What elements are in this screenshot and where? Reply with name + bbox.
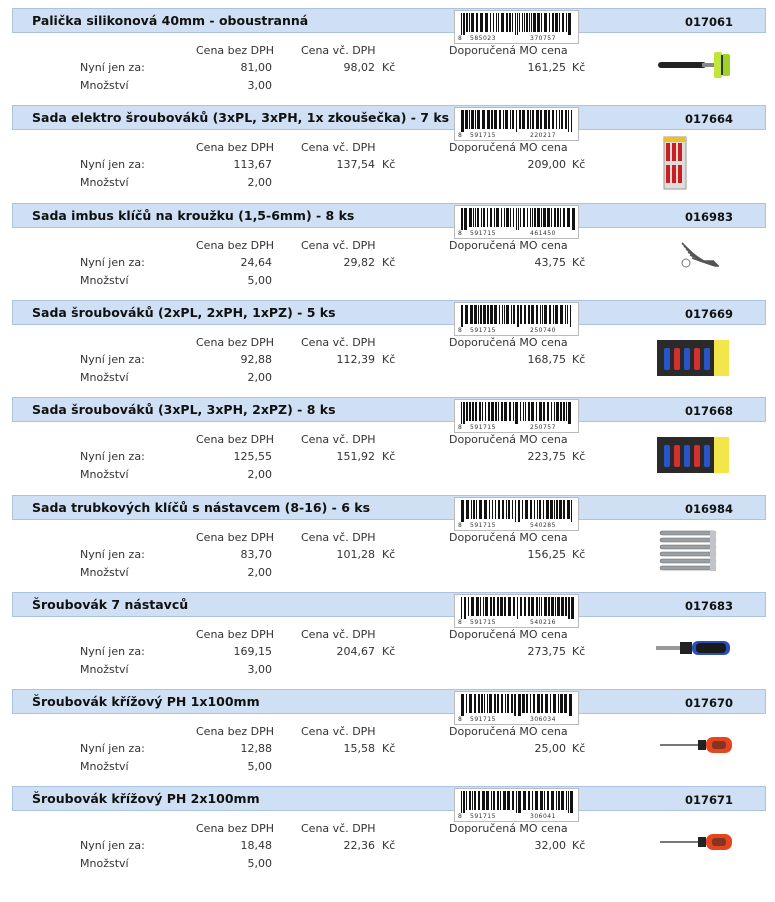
barcode-digit-group-1: 585023 [470,35,496,42]
quantity-label: Množství [80,565,129,579]
barcode-digit-group-2: 306034 [530,716,556,724]
barcode-digit-group-2: 220217 [530,132,556,140]
column-price-with-vat: Cena vč. DPH [301,530,376,544]
price-without-vat: 125,55 [233,450,272,464]
column-price-without-vat: Cena bez DPH [196,822,275,836]
product-image[interactable] [652,330,736,386]
product-header [12,203,766,237]
tube-wrench-set-icon [652,525,736,581]
quantity-value: 5,00 [247,857,272,871]
bit-screwdriver-icon [652,622,736,678]
barcode-digit-group-1: 591715 [470,813,496,821]
price-with-vat: 101,28 [336,547,375,561]
product-title[interactable]: Palička silikonová 40mm - oboustranná [32,13,309,28]
price-with-vat: 15,58 [343,742,375,756]
product-header [12,397,766,432]
price-without-vat: 169,15 [233,644,272,658]
product-item [0,0,775,97]
barcode-image [454,205,579,239]
barcode-digit-prefix: 8 [458,35,463,42]
electro-screwdriver-set-icon [652,135,736,191]
recommended-price: 168,75 [527,352,566,366]
product-image[interactable] [652,233,736,289]
barcode-image [454,691,579,725]
column-recommended-price: Doporučená MO cena [449,725,568,739]
product-code: 017664 [684,112,733,127]
barcode-digit-prefix: 8 [458,618,463,626]
currency-label: Kč [572,547,586,561]
now-only-label: Nyní jen za: [80,450,145,464]
currency-label: Kč [572,644,586,658]
product-code: 017668 [684,404,733,419]
column-price-without-vat: Cena bez DPH [196,44,275,57]
product-header [12,8,766,42]
screwdriver-set-icon [652,427,736,483]
product-item [0,195,775,292]
product-item [0,778,775,875]
barcode-image [454,302,579,336]
quantity-value: 5,00 [247,760,272,774]
product-image[interactable] [652,719,736,775]
product-item [0,584,775,681]
price-without-vat: 92,88 [240,352,272,366]
currency-label: Kč [572,742,586,756]
product-code: 017683 [684,598,733,613]
product-image[interactable] [652,135,736,191]
product-code: 017671 [684,793,733,808]
product-item [0,487,775,584]
price-with-vat: 22,36 [343,839,375,853]
column-recommended-price: Doporučená MO cena [449,44,568,57]
column-price-with-vat: Cena vč. DPH [301,822,376,836]
column-price-without-vat: Cena bez DPH [196,141,275,155]
recommended-price: 25,00 [534,742,566,756]
phillips-screwdriver-icon [652,719,736,775]
product-image[interactable] [652,427,736,483]
product-title[interactable]: Šroubovák křížový PH 2x100mm [32,791,260,807]
price-with-vat: 151,92 [336,450,375,464]
price-without-vat: 12,88 [240,742,272,756]
column-price-without-vat: Cena bez DPH [196,530,275,544]
currency-label: Kč [382,450,396,464]
currency-label: Kč [572,61,586,74]
product-header [12,495,766,529]
product-code: 016984 [684,501,733,516]
now-only-label: Nyní jen za: [80,839,145,853]
now-only-label: Nyní jen za: [80,547,145,561]
product-item [0,97,775,194]
barcode-image [454,399,579,433]
barcode-digit-group-1: 591715 [470,716,496,724]
quantity-value: 3,00 [247,662,272,676]
product-header [12,786,766,821]
currency-label: Kč [572,158,586,172]
product-image[interactable] [652,622,736,678]
column-recommended-price: Doporučená MO cena [449,822,568,836]
currency-label: Kč [382,547,396,561]
quantity-value: 2,00 [247,468,272,482]
barcode-digit-group-2: 306041 [530,813,556,821]
now-only-label: Nyní jen za: [80,644,145,658]
barcode-image [454,497,579,531]
column-recommended-price: Doporučená MO cena [449,335,568,349]
product-image[interactable] [652,816,736,872]
column-price-without-vat: Cena bez DPH [196,627,275,641]
recommended-price: 209,00 [527,158,566,172]
recommended-price: 273,75 [527,644,566,658]
price-without-vat: 18,48 [240,839,272,853]
quantity-label: Množství [80,468,129,482]
price-with-vat: 29,82 [343,255,375,269]
price-with-vat: 112,39 [336,352,375,366]
quantity-label: Množství [80,760,129,774]
barcode-image [454,594,579,628]
quantity-value: 2,00 [247,565,272,579]
column-price-with-vat: Cena vč. DPH [301,725,376,739]
now-only-label: Nyní jen za: [80,255,145,269]
quantity-label: Množství [80,273,129,287]
column-price-without-vat: Cena bez DPH [196,433,275,447]
phillips-screwdriver-icon [652,816,736,872]
barcode-digit-group-2: 250757 [530,424,556,432]
price-without-vat: 83,70 [240,547,272,561]
currency-label: Kč [382,839,396,853]
barcode-image [454,788,579,822]
product-code: 017669 [684,306,733,321]
column-recommended-price: Doporučená MO cena [449,433,568,447]
currency-label: Kč [382,644,396,658]
currency-label: Kč [382,61,396,74]
product-image[interactable] [652,38,736,94]
barcode-digit-group-2: 250740 [530,326,556,334]
column-price-without-vat: Cena bez DPH [196,335,275,349]
product-code: 017061 [684,15,733,29]
column-price-with-vat: Cena vč. DPH [301,335,376,349]
product-image[interactable] [652,525,736,581]
column-price-with-vat: Cena vč. DPH [301,627,376,641]
quantity-value: 2,00 [247,176,272,190]
column-recommended-price: Doporučená MO cena [449,627,568,641]
barcode-digit-group-1: 591715 [470,326,496,334]
column-price-without-vat: Cena bez DPH [196,238,275,252]
recommended-price: 43,75 [534,255,566,269]
price-without-vat: 113,67 [233,158,272,172]
barcode-digit-prefix: 8 [458,424,463,432]
barcode-digit-prefix: 8 [458,716,463,724]
column-price-with-vat: Cena vč. DPH [301,433,376,447]
column-price-with-vat: Cena vč. DPH [301,44,376,57]
quantity-label: Množství [80,857,129,871]
barcode-digit-group-2: 540216 [530,618,556,626]
product-item [0,292,775,389]
recommended-price: 223,75 [527,450,566,464]
barcode-digit-prefix: 8 [458,132,463,140]
barcode-digit-group-1: 591715 [470,132,496,140]
barcode-digit-prefix: 8 [458,326,463,334]
product-code: 017670 [684,696,733,711]
now-only-label: Nyní jen za: [80,158,145,172]
product-header [12,689,766,724]
barcode-digit-group-1: 591715 [470,521,496,529]
now-only-label: Nyní jen za: [80,352,145,366]
column-recommended-price: Doporučená MO cena [449,238,568,252]
barcode-image [454,107,579,141]
currency-label: Kč [572,255,586,269]
product-header [12,592,766,626]
quantity-value: 2,00 [247,370,272,384]
barcode-digit-group-2: 540285 [530,521,556,529]
currency-label: Kč [382,742,396,756]
product-title[interactable]: Šroubovák 7 nástavců [32,596,189,612]
price-with-vat: 137,54 [336,158,375,172]
quantity-label: Množství [80,79,129,92]
quantity-value: 5,00 [247,273,272,287]
product-title[interactable]: Sada trubkových klíčů s nástavcem (8-16) - 6 ks [32,499,371,515]
barcode-image [454,10,579,44]
product-header [12,105,766,140]
currency-label: Kč [572,352,586,366]
barcode-digit-prefix: 8 [458,813,463,821]
product-title[interactable]: Sada imbus klíčů na kroužku (1,5-6mm) - 8 ks [32,207,355,223]
now-only-label: Nyní jen za: [80,61,145,74]
currency-label: Kč [572,450,586,464]
price-without-vat: 81,00 [240,61,272,74]
column-price-with-vat: Cena vč. DPH [301,238,376,252]
barcode-digit-prefix: 8 [458,229,463,237]
price-with-vat: 98,02 [343,61,375,74]
barcode-digit-group-1: 591715 [470,618,496,626]
now-only-label: Nyní jen za: [80,742,145,756]
price-without-vat: 24,64 [240,255,272,269]
barcode-digit-group-2: 461450 [530,229,556,237]
quantity-label: Množství [80,662,129,676]
column-recommended-price: Doporučená MO cena [449,530,568,544]
quantity-label: Množství [80,370,129,384]
price-with-vat: 204,67 [336,644,375,658]
product-title[interactable]: Sada šroubováků (2xPL, 2xPH, 1xPZ) - 5 ks [32,304,336,320]
product-title[interactable]: Sada elektro šroubováků (3xPL, 3xPH, 1x zkoušečka) - 7 ks [32,110,450,126]
barcode-digit-prefix: 8 [458,521,463,529]
product-title[interactable]: Šroubovák křížový PH 1x100mm [32,694,260,710]
quantity-label: Množství [80,176,129,190]
column-price-with-vat: Cena vč. DPH [301,141,376,155]
quantity-value: 3,00 [247,79,272,92]
recommended-price: 32,00 [534,839,566,853]
product-title[interactable]: Sada šroubováků (3xPL, 3xPH, 2xPZ) - 8 ks [32,402,336,418]
recommended-price: 156,25 [527,547,566,561]
currency-label: Kč [382,158,396,172]
product-code: 016983 [684,209,733,224]
screwdriver-set-icon [652,330,736,386]
column-price-without-vat: Cena bez DPH [196,725,275,739]
recommended-price: 161,25 [527,61,566,74]
mallet-icon [652,38,736,94]
barcode-digit-group-1: 591715 [470,229,496,237]
hex-key-set-icon [652,233,736,289]
product-header [12,300,766,334]
barcode-digit-group-1: 591715 [470,424,496,432]
barcode-digit-group-2: 370757 [530,35,556,42]
currency-label: Kč [572,839,586,853]
product-item [0,681,775,778]
currency-label: Kč [382,352,396,366]
column-recommended-price: Doporučená MO cena [449,141,568,155]
currency-label: Kč [382,255,396,269]
product-item [0,389,775,486]
